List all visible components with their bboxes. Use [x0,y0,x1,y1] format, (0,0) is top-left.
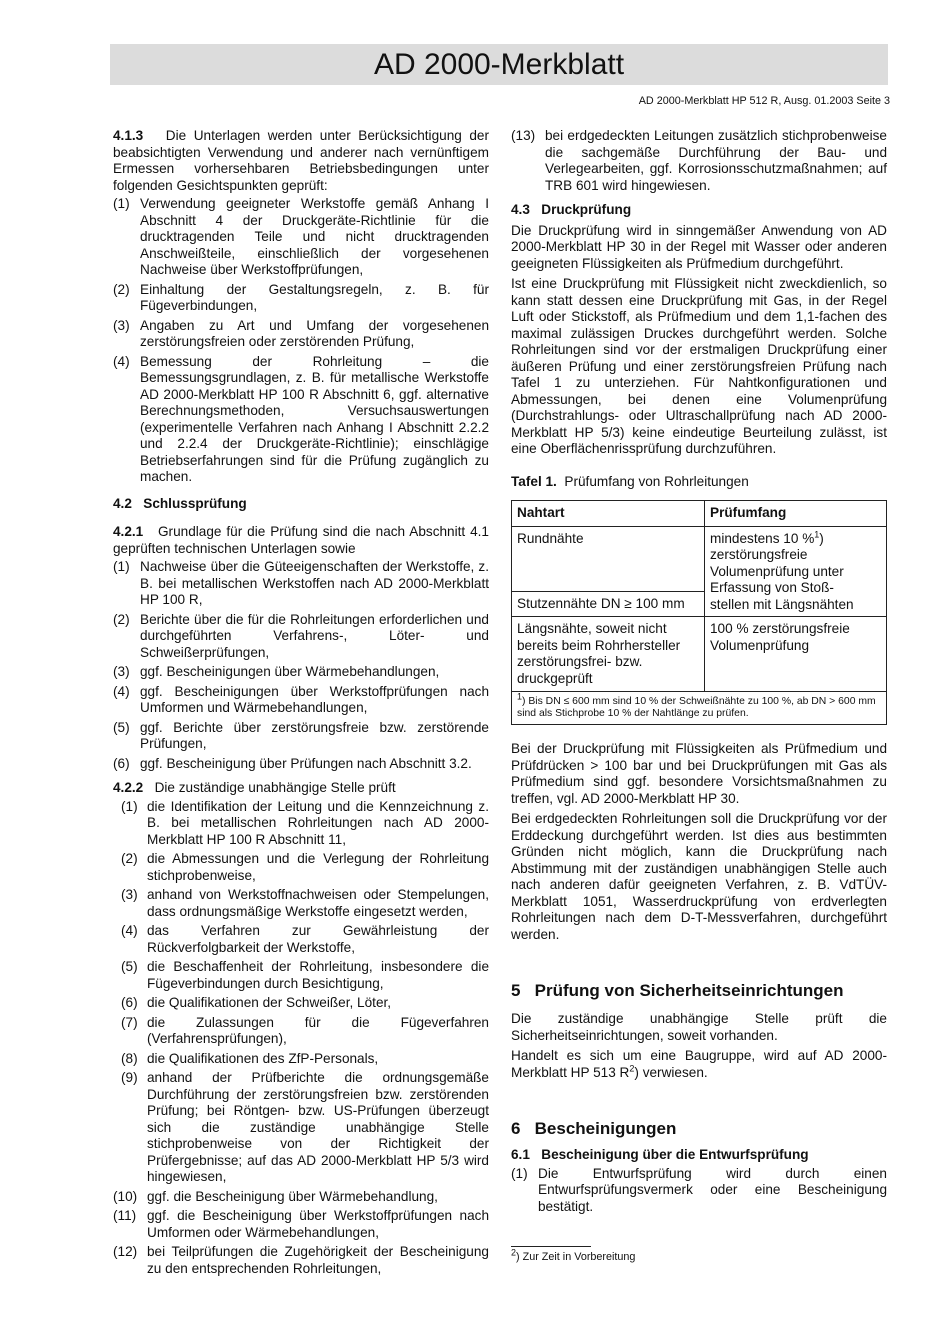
section-4-2-heading: 4.2 Schlussprüfung [113,495,247,511]
section-4-1-3-intro: 4.1.3 Die Unterlagen werden unter Berücksichtigung der beabsichtigten Verwendung und anderer nach vernünftigem Ermessen vorhersehbaren Betriebsbedingungen unter folgenden Gesichtspunkten geprüft: [113,128,489,193]
list-item: (3) Angaben zu Art und Umfang der vorgesehenen zerstörungsfreien oder zerstörenden Prüfung, [113,317,489,349]
section-6-heading: 6 Bescheinigungen [511,1119,677,1138]
list-item: (4) das Verfahren zur Gewährleistung der Rückverfolgbarkeit der Werkstoffe, [121,923,489,955]
list-item: (2) Berichte über die für die Rohrleitungen erforderlichen und durchgeführten Verfahrens-, Löter- und Schweißerprüfungen, [113,611,489,660]
table-caption: Tafel 1. Prüfumfang von Rohrleitungen [511,473,749,489]
section-4-3-paragraph-2: Ist eine Druckprüfung mit Flüssigkeit nicht zweckdienlich, so kann statt dessen eine Druckprüfung mit Gas, in der Regel Luft oder Stickstoff, als Prüfmedium und dem 1,1-fachen des maximal zulässigen Druckes durchgeführt werden. Solche Rohrleitungen sind vor der erstmaligen Druckprüfung einer äußeren Prüfung und einer zerstörungsfreien Prüfung nach Tafel 1 zu unterziehen. Für Nahtkonfigurationen und Abmessungen, bei denen eine Volumenprüfung (Durchstrahlungs- oder Ultraschallprüfung nach AD 2000-Merkblatt HP 5/3) keine eindeutige Beurteilung zulässt, ist eine Oberflächenrissprüfung durchzuführen. [511,276,887,456]
right-column [511,128,887,1218]
section-4-2-2-list [113,799,489,1186]
list-item: (6) die Qualifikationen der Schweißer, Löter, [121,995,392,1010]
section-5-paragraph-1: Die zuständige unabhängige Stelle prüft die Sicherheitseinrichtungen, soweit vorhanden. [511,1011,887,1043]
table-cell: Stutzennähte DN ≥ 100 mm [512,591,705,617]
list-item: (5) ggf. Berichte über zerstörungsfreie bzw. zerstörende Prüfungen, [113,719,489,751]
list-item: (12) bei Teilprüfungen die Zugehörigkeit der Bescheinigung zu den entsprechenden Rohrleitungen, [113,1244,489,1276]
list-item: (4) ggf. Bescheinigungen über Werkstoffprüfungen nach Umformen und Wärmebehandlungen, [113,683,489,715]
list-item: (13) bei erdgedeckten Leitungen zusätzlich stichprobenweise die sachgemäße Durchführung der Bau- und Verlegearbeiten, ggf. Korrosionsschutzmaßnahmen; auf TRB 601 wird hingewiesen. [511,128,887,193]
table-cell: Längsnähte, soweit nicht bereits beim Rohrhersteller zerstörungsfrei- bzw. druckgeprüft [512,617,705,692]
section-4-2-2-list-continued [113,1189,489,1278]
list-item: (7) die Zulassungen für die Fügeverfahren (Verfahrensprüfungen), [121,1014,489,1046]
paragraph-buried-pipelines: Bei erdgedeckten Rohrleitungen soll die Druckprüfung vor der Erddeckung durchgeführt werden. Ist dies aus bestimmten Gründen nicht möglich, kann die Druckprüfung nach Abstimmung mit der zuständigen unabhängigen Stelle auch nach anderen dafür geeigneten Verfahren, z. B. VdTÜV-Merkblatt 1051, Wasserdruckprüfung von erdverlegten Rohrleitungen nach dem D-T-Messverfahren, durchgeführt werden. [511,811,887,942]
list-item: (1) Nachweise über die Güteeigenschaften der Werkstoffe, z. B. bei metallischen Werkstoffen nach AD 2000-Merkblatt HP 100 R, [113,559,489,607]
section-6-1-heading: 6.1 Bescheinigung über die Entwurfsprüfung [511,1147,809,1162]
page-footnote: $^2$) Zur Zeit in Vorbereitung [511,1247,636,1263]
section-4-2-1-list [113,559,489,772]
left-column [113,128,489,1280]
section-4-1-3-list [113,196,489,486]
table-header-nahtart: Nahtart [512,501,705,527]
list-item: (1) Verwendung geeigneter Werkstoffe gemäß Anhang I Abschnitt 4 der Druckgeräte-Richtlinie für die drucktragenden Teile und nicht drucktragenden Anschweißteile, einschließlich der vorgesehenen Nachweise über Werkstoffprüfungen, [113,196,489,277]
section-4-3-heading: 4.3 Druckprüfung [511,202,632,217]
page-reference: AD 2000-Merkblatt HP 512 R, Ausg. 01.2003 Seite 3 [638,95,890,107]
list-item: (2) die Abmessungen und die Verlegung der Rohrleitung stichprobenweise, [121,851,489,883]
footnote-rule [511,1246,591,1247]
section-5-heading: 5 Prüfung von Sicherheitseinrichtungen [511,981,844,1000]
list-item: (2) Einhaltung der Gestaltungsregeln, z. B. für Fügeverbindungen, [113,281,489,313]
table-cell: 100 % zerstörungsfreie Volumenprüfung [705,617,887,692]
list-item: (6) ggf. Bescheinigung über Prüfungen nach Abschnitt 3.2. [113,755,472,771]
table-cell: Rundnähte [512,526,705,591]
list-item: (5) die Beschaffenheit der Rohrleitung, insbesondere die Fügeverbindungen durch Besichtigung, [121,959,489,991]
list-item: (9) anhand der Prüfberichte die ordnungsgemäße Durchführung der zerstörungsfreien bzw. zerstörenden Prüfung; bei Röntgen- bzw. US-Prüfungen überzeugt sich die zuständige unabhängige Stelle stichprobenweise von der Richtigkeit der Prüfergebnisse; auf das AD 2000-Merkblatt HP 5/3 wird hingewiesen, [121,1070,489,1184]
list-item: (1) die Identifikation der Leitung und die Kennzeichnung z. B. bei metallischen Rohrleitungen nach AD 2000-Merkblatt HP 100 R Abschnitt 11, [121,798,489,847]
section-4-3-paragraph-1: Die Druckprüfung wird in sinngemäßer Anwendung von AD 2000-Merkblatt HP 30 in der Regel mit Wasser oder anderen geeigneten Flüssigkeiten als Prüfmedium durchgeführt. [511,222,887,271]
section-5-paragraph-2: Handelt es sich um eine Baugruppe, wird auf AD 2000-Merkblatt HP 513 $R^2$) verwiesen. [511,1048,887,1080]
list-item: (3) anhand von Werkstoffnachweisen oder Stempelungen, dass ordnungsmäßige Werkstoffe eingesetzt werden, [121,887,489,919]
document-title: AD 2000-Merkblatt [110,44,888,85]
table-header-pruefumfang: Prüfumfang [705,501,887,527]
list-item: (4) Bemessung der Rohrleitung – die Bemessungsgrundlagen, z. B. für metallische Werkstoffe AD 2000-Merkblatt HP 100 R Abschnitt 6, ggf. alternative Berechnungsmethoden, Versuchsauswertungen (experimentelle Verfahren nach Anhang I Abschnitt 2.2.2 und 2.2.4 der Druckgeräte-Richtlinie); einschlägige Betriebserfahrungen sind für die Prüfung zugänglich zu machen. [113,353,489,484]
table-footnote: $^1$) Bis DN ≤ 600 mm sind 10 % der Schweißnähte zu 100 %, ab DN > 600 mm sind als Stichprobe 10 % der Nahtlänge zu prüfen. [512,692,887,725]
list-item: (11) ggf. die Bescheinigung über Werkstoffprüfungen nach Umformen oder Wärmebehandlungen, [113,1208,489,1240]
list-item: (1) Die Entwurfsprüfung wird durch einen Entwurfsprüfungsvermerk oder eine Bescheinigung bestätigt. [511,1165,887,1214]
list-item: (10) ggf. die Bescheinigung über Wärmebehandlung, [113,1188,438,1204]
list-item: (3) ggf. Bescheinigungen über Wärmebehandlungen, [113,664,440,679]
section-4-2-2-list-end [511,128,887,194]
pruefumfang-table [511,500,887,725]
table-cell: mindestens 10 %$^1$) zerstörungsfreie Volumenprüfung unter Erfassung von Stoß- stellen mit Längsnähten [705,526,887,617]
section-6-1-list [511,1166,887,1216]
paragraph-pressure-test-precautions: Bei der Druckprüfung mit Flüssigkeiten als Prüfmedium und Prüfdrücken > 100 bar und bei Druckprüfungen mit Gas als Prüfmedium sind ggf. besondere Vorsichtsmaßnahmen zu treffen, vgl. AD 2000-Merkblatt HP 30. [511,741,887,806]
list-item: (8) die Qualifikationen des ZfP-Personals, [121,1050,379,1066]
section-4-2-2-intro: 4.2.2 Die zuständige unabhängige Stelle prüft [113,780,396,795]
section-4-2-1-intro: 4.2.1 Grundlage für die Prüfung sind die nach Abschnitt 4.1 geprüften technischen Unterlagen sowie [113,524,489,556]
